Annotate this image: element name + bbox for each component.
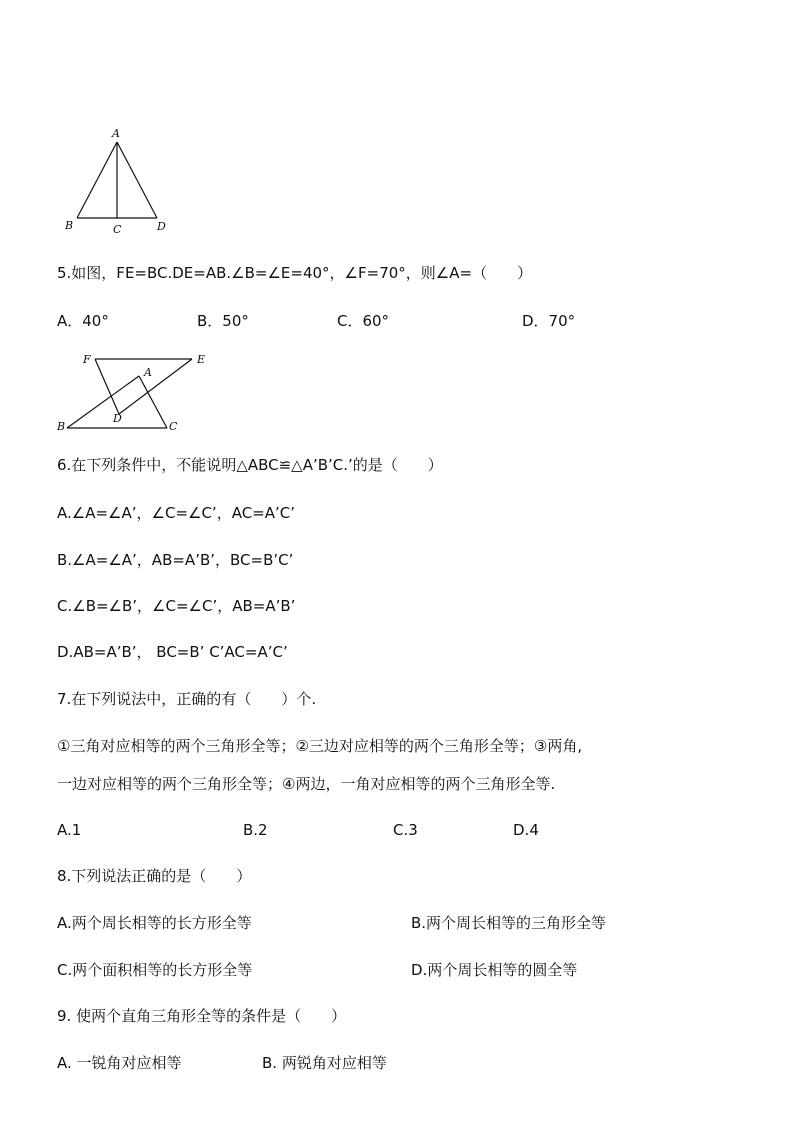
q6-option-a: A.∠A=∠A’，∠C=∠C’，AC=A’C’ xyxy=(57,504,296,522)
q9-stem: 9. 使两个直角三角形全等的条件是（ ） xyxy=(57,1007,347,1025)
segment-ab xyxy=(77,142,117,218)
q5-stem: 5.如图，FE=BC.DE=AB.∠B=∠E=40°，∠F=70°，则∠A=（ ） xyxy=(57,264,533,282)
segment-ad xyxy=(117,142,157,218)
q9-option-a: A. 一锐角对应相等 xyxy=(57,1054,182,1072)
q7-option-a: A.1 xyxy=(57,821,82,839)
q6-option-b: B.∠A=∠A’，AB=A’B’，BC=B’C’ xyxy=(57,551,294,569)
label-a2: A xyxy=(144,366,152,379)
q5-option-d: D．70° xyxy=(522,312,576,330)
label-c2: C xyxy=(169,420,178,433)
segment-fd xyxy=(95,359,119,414)
q7-body-line-1: ①三角对应相等的两个三角形全等；②三边对应相等的两个三角形全等；③两角, xyxy=(57,737,583,755)
label-b2: B xyxy=(57,420,66,433)
q6-option-c: C.∠B=∠B’，∠C=∠C’，AB=A’B’ xyxy=(57,597,296,615)
label-f: F xyxy=(83,353,91,366)
label-b: B xyxy=(65,219,74,232)
q5-option-b: B．50° xyxy=(197,312,249,330)
q8-stem: 8.下列说法正确的是（ ） xyxy=(57,867,252,885)
q7-stem: 7.在下列说法中，正确的有（ ）个. xyxy=(57,690,317,708)
segment-ba xyxy=(67,376,139,428)
segment-ac xyxy=(139,376,167,428)
q5-option-a: A．40° xyxy=(57,312,109,330)
label-e: E xyxy=(197,353,206,366)
q6-option-d: D.AB=A’B’， BC=B’ C’AC=A’C’ xyxy=(57,643,288,661)
q7-option-d: D.4 xyxy=(513,821,539,839)
q8-option-d: D.两个周长相等的圆全等 xyxy=(411,961,578,979)
q6-stem: 6.在下列条件中，不能说明△ABC≌△A’B’C.’的是（ ） xyxy=(57,456,443,474)
q8-option-c: C.两个面积相等的长方形全等 xyxy=(57,961,253,979)
segment-ed xyxy=(119,359,192,414)
q5-option-c: C．60° xyxy=(337,312,390,330)
label-d2: D xyxy=(113,412,122,425)
q9-option-b: B. 两锐角对应相等 xyxy=(262,1054,387,1072)
q8-option-a: A.两个周长相等的长方形全等 xyxy=(57,914,252,932)
label-d: D xyxy=(157,220,166,233)
q7-option-b: B.2 xyxy=(243,821,268,839)
q7-option-c: C.3 xyxy=(393,821,418,839)
q7-body-line-2: 一边对应相等的两个三角形全等；④两边，一角对应相等的两个三角形全等. xyxy=(57,775,556,793)
label-a: A xyxy=(112,127,120,140)
label-c: C xyxy=(113,223,122,236)
q8-option-b: B.两个周长相等的三角形全等 xyxy=(411,914,607,932)
